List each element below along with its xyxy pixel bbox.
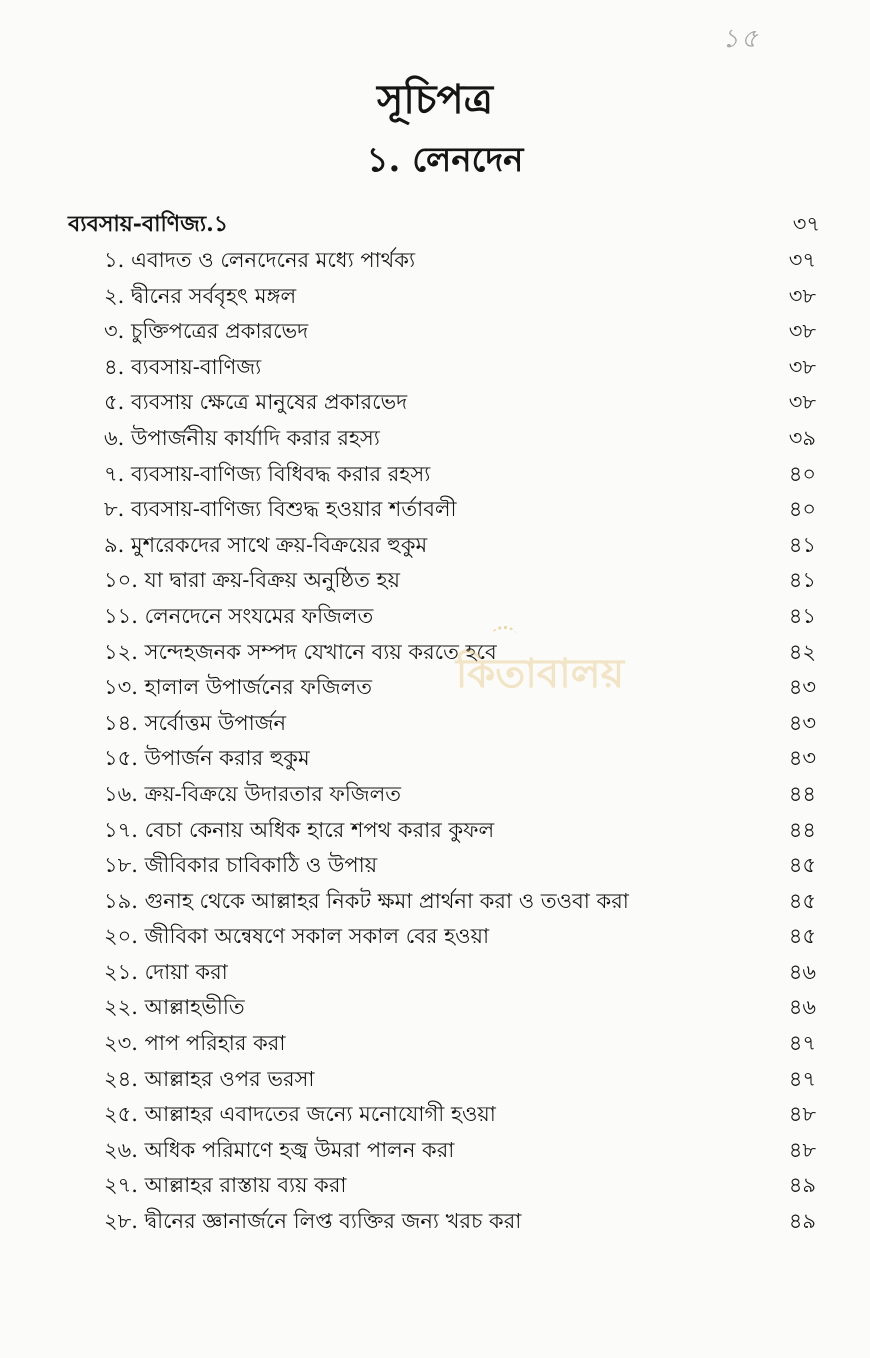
section-label: ব্যবসায়-বাণিজ্য.১ bbox=[68, 211, 229, 237]
toc-entry-title: ২২. আল্লাহভীতি bbox=[104, 995, 245, 1020]
toc-entry-page: ৪৮ bbox=[788, 1137, 816, 1162]
toc-entry bbox=[0, 777, 870, 813]
chapter-heading: ১. লেনদেন bbox=[366, 140, 524, 180]
toc-entry-title: ৯. মুশরেকদের সাথে ক্রয়-বিক্রয়ের হুকুম bbox=[104, 532, 428, 557]
toc-entry-page: ৪১ bbox=[788, 568, 816, 593]
toc-entry bbox=[0, 350, 870, 386]
toc-entry bbox=[0, 990, 870, 1026]
toc-entry-page: ৪২ bbox=[788, 639, 816, 664]
toc-entry-title: ১১. লেনদেনে সংযমের ফজিলত bbox=[104, 603, 374, 628]
toc-entry-page: ৩৭ bbox=[788, 248, 816, 272]
toc-entry-title: ১৬. ক্রয়-বিক্রয়ে উদারতার ফজিলত bbox=[104, 781, 402, 806]
toc-entry-page: ৪৬ bbox=[788, 995, 816, 1020]
toc-entry-title: ৫. ব্যবসায় ক্ষেত্রে মানুষের প্রকারভেদ bbox=[104, 390, 408, 415]
toc-entry-page: ৪০ bbox=[788, 461, 816, 486]
toc-entry bbox=[0, 848, 870, 884]
toc-entry-title: ১৩. হালাল উপার্জনের ফজিলত bbox=[104, 675, 373, 700]
toc-entry bbox=[0, 741, 870, 777]
toc-entry-page: ৪৬ bbox=[788, 959, 816, 984]
toc-entry bbox=[0, 243, 870, 279]
toc-entry bbox=[0, 385, 870, 421]
toc-entry-title: ২৮. দ্বীনের জ্ঞানার্জনে লিপ্ত ব্যক্তির জন্য খরচ করা bbox=[104, 1209, 522, 1234]
toc-entry-page: ৩৮ bbox=[788, 319, 816, 344]
toc-entry-page: ৩৮ bbox=[788, 283, 816, 308]
toc-entry bbox=[0, 421, 870, 457]
toc-entry bbox=[0, 670, 870, 706]
toc-entry bbox=[0, 1168, 870, 1204]
toc-entry bbox=[0, 563, 870, 599]
toc-entry bbox=[0, 1097, 870, 1133]
toc-entry bbox=[0, 706, 870, 742]
toc-entry-title: ২১. দোয়া করা bbox=[104, 959, 228, 984]
toc-entry-title: ২৩. পাপ পরিহার করা bbox=[104, 1031, 286, 1056]
toc-entry bbox=[0, 492, 870, 528]
toc-entry-page: ৪১ bbox=[788, 603, 816, 628]
toc-entry-title: ৬. উপার্জনীয় কার্যাদি করার রহস্য bbox=[104, 425, 380, 450]
toc-entry-page: ৪০ bbox=[788, 497, 816, 522]
toc-entry-page: ৪৫ bbox=[788, 853, 816, 878]
watermark-crown-icon bbox=[492, 626, 516, 643]
toc-entry-page: ৪৭ bbox=[788, 1031, 816, 1056]
toc-entry bbox=[0, 635, 870, 671]
toc-entry-title: ৩. চুক্তিপত্রের প্রকারভেদ bbox=[104, 319, 309, 344]
toc-entry-page: ৪৫ bbox=[788, 888, 816, 913]
toc-entry-title: ২৭. আল্লাহর রাস্তায় ব্যয় করা bbox=[104, 1173, 347, 1198]
handwritten-page-mark: ১৫ bbox=[722, 24, 760, 54]
page-title: সূচিপত্র bbox=[377, 76, 493, 123]
toc-entry-title: ২৬. অধিক পরিমাণে হজ্ব উমরা পালন করা bbox=[104, 1137, 455, 1162]
toc-entry-title: ১৮. জীবিকার চাবিকাঠি ও উপায় bbox=[104, 853, 378, 878]
toc-entry-title: ১৯. গুনাহ থেকে আল্লাহর নিকট ক্ষমা প্রার্থনা করা ও তওবা করা bbox=[104, 888, 629, 913]
toc-entry bbox=[0, 279, 870, 315]
toc-entry-page: ৩৮ bbox=[788, 354, 816, 379]
toc-entry-page: ৪১ bbox=[788, 532, 816, 557]
toc-entry bbox=[0, 813, 870, 849]
toc-entry-title: ২০. জীবিকা অন্বেষণে সকাল সকাল বের হওয়া bbox=[104, 924, 490, 949]
toc-entry bbox=[0, 919, 870, 955]
toc-entry bbox=[0, 1204, 870, 1240]
toc-entry-title: ৭. ব্যবসায়-বাণিজ্য বিধিবদ্ধ করার রহস্য bbox=[104, 461, 431, 486]
toc-entry-title: ৪. ব্যবসায়-বাণিজ্য bbox=[104, 354, 262, 379]
toc-entry bbox=[0, 528, 870, 564]
toc-entry-page: ৪৩ bbox=[788, 710, 816, 735]
watermark-logo: কিতাবালয় bbox=[455, 650, 625, 697]
toc-entry-page: ৪৩ bbox=[788, 675, 816, 700]
toc-entry-page: ৪৩ bbox=[788, 746, 816, 771]
toc-entry-title: ২৫. আল্লাহর এবাদতের জন্যে মনোযোগী হওয়া bbox=[104, 1102, 496, 1127]
toc-entry-title: ১৪. সর্বোত্তম উপার্জন bbox=[104, 710, 287, 735]
toc-entry-title: ১৭. বেচা কেনায় অধিক হারে শপথ করার কুফল bbox=[104, 817, 495, 842]
toc-entry-title: ১০. যা দ্বারা ক্রয়-বিক্রয় অনুষ্ঠিত হয় bbox=[104, 568, 400, 593]
toc-entry-page: ৪৭ bbox=[788, 1066, 816, 1091]
toc-list bbox=[0, 243, 870, 1240]
toc-entry bbox=[0, 1026, 870, 1062]
toc-entry bbox=[0, 1062, 870, 1098]
toc-entry-title: ২. দ্বীনের সর্ববৃহৎ মঙ্গল bbox=[104, 283, 297, 308]
toc-entry bbox=[0, 1133, 870, 1169]
toc-entry-title: ২৪. আল্লাহর ওপর ভরসা bbox=[104, 1066, 315, 1091]
toc-entry-page: ৪৯ bbox=[788, 1173, 816, 1198]
toc-entry-page: ৩৮ bbox=[788, 390, 816, 415]
toc-entry bbox=[0, 884, 870, 920]
toc-entry-page: ৩৯ bbox=[788, 425, 816, 450]
toc-entry-title: ৮. ব্যবসায়-বাণিজ্য বিশুদ্ধ হওয়ার শর্তাবলী bbox=[104, 497, 457, 522]
toc-entry bbox=[0, 955, 870, 991]
toc-entry-page: ৪৮ bbox=[788, 1102, 816, 1127]
toc-entry-page: ৪৫ bbox=[788, 924, 816, 949]
toc-entry-title: ১. এবাদত ও লেনদেনের মধ্যে পার্থক্য bbox=[104, 248, 416, 272]
toc-entry-page: ৪৯ bbox=[788, 1209, 816, 1234]
toc-entry-page: ৪৪ bbox=[788, 817, 816, 842]
toc-entry bbox=[0, 314, 870, 350]
toc-entry bbox=[0, 599, 870, 635]
section-row bbox=[68, 206, 820, 242]
toc-entry bbox=[0, 457, 870, 493]
toc-entry-page: ৪৪ bbox=[788, 781, 816, 806]
toc-entry-title: ১২. সন্দেহজনক সম্পদ যেখানে ব্যয় করতে হবে bbox=[104, 639, 497, 664]
toc-entry-title: ১৫. উপার্জন করার হুকুম bbox=[104, 746, 310, 771]
section-page-number: ৩৭ bbox=[792, 212, 820, 236]
